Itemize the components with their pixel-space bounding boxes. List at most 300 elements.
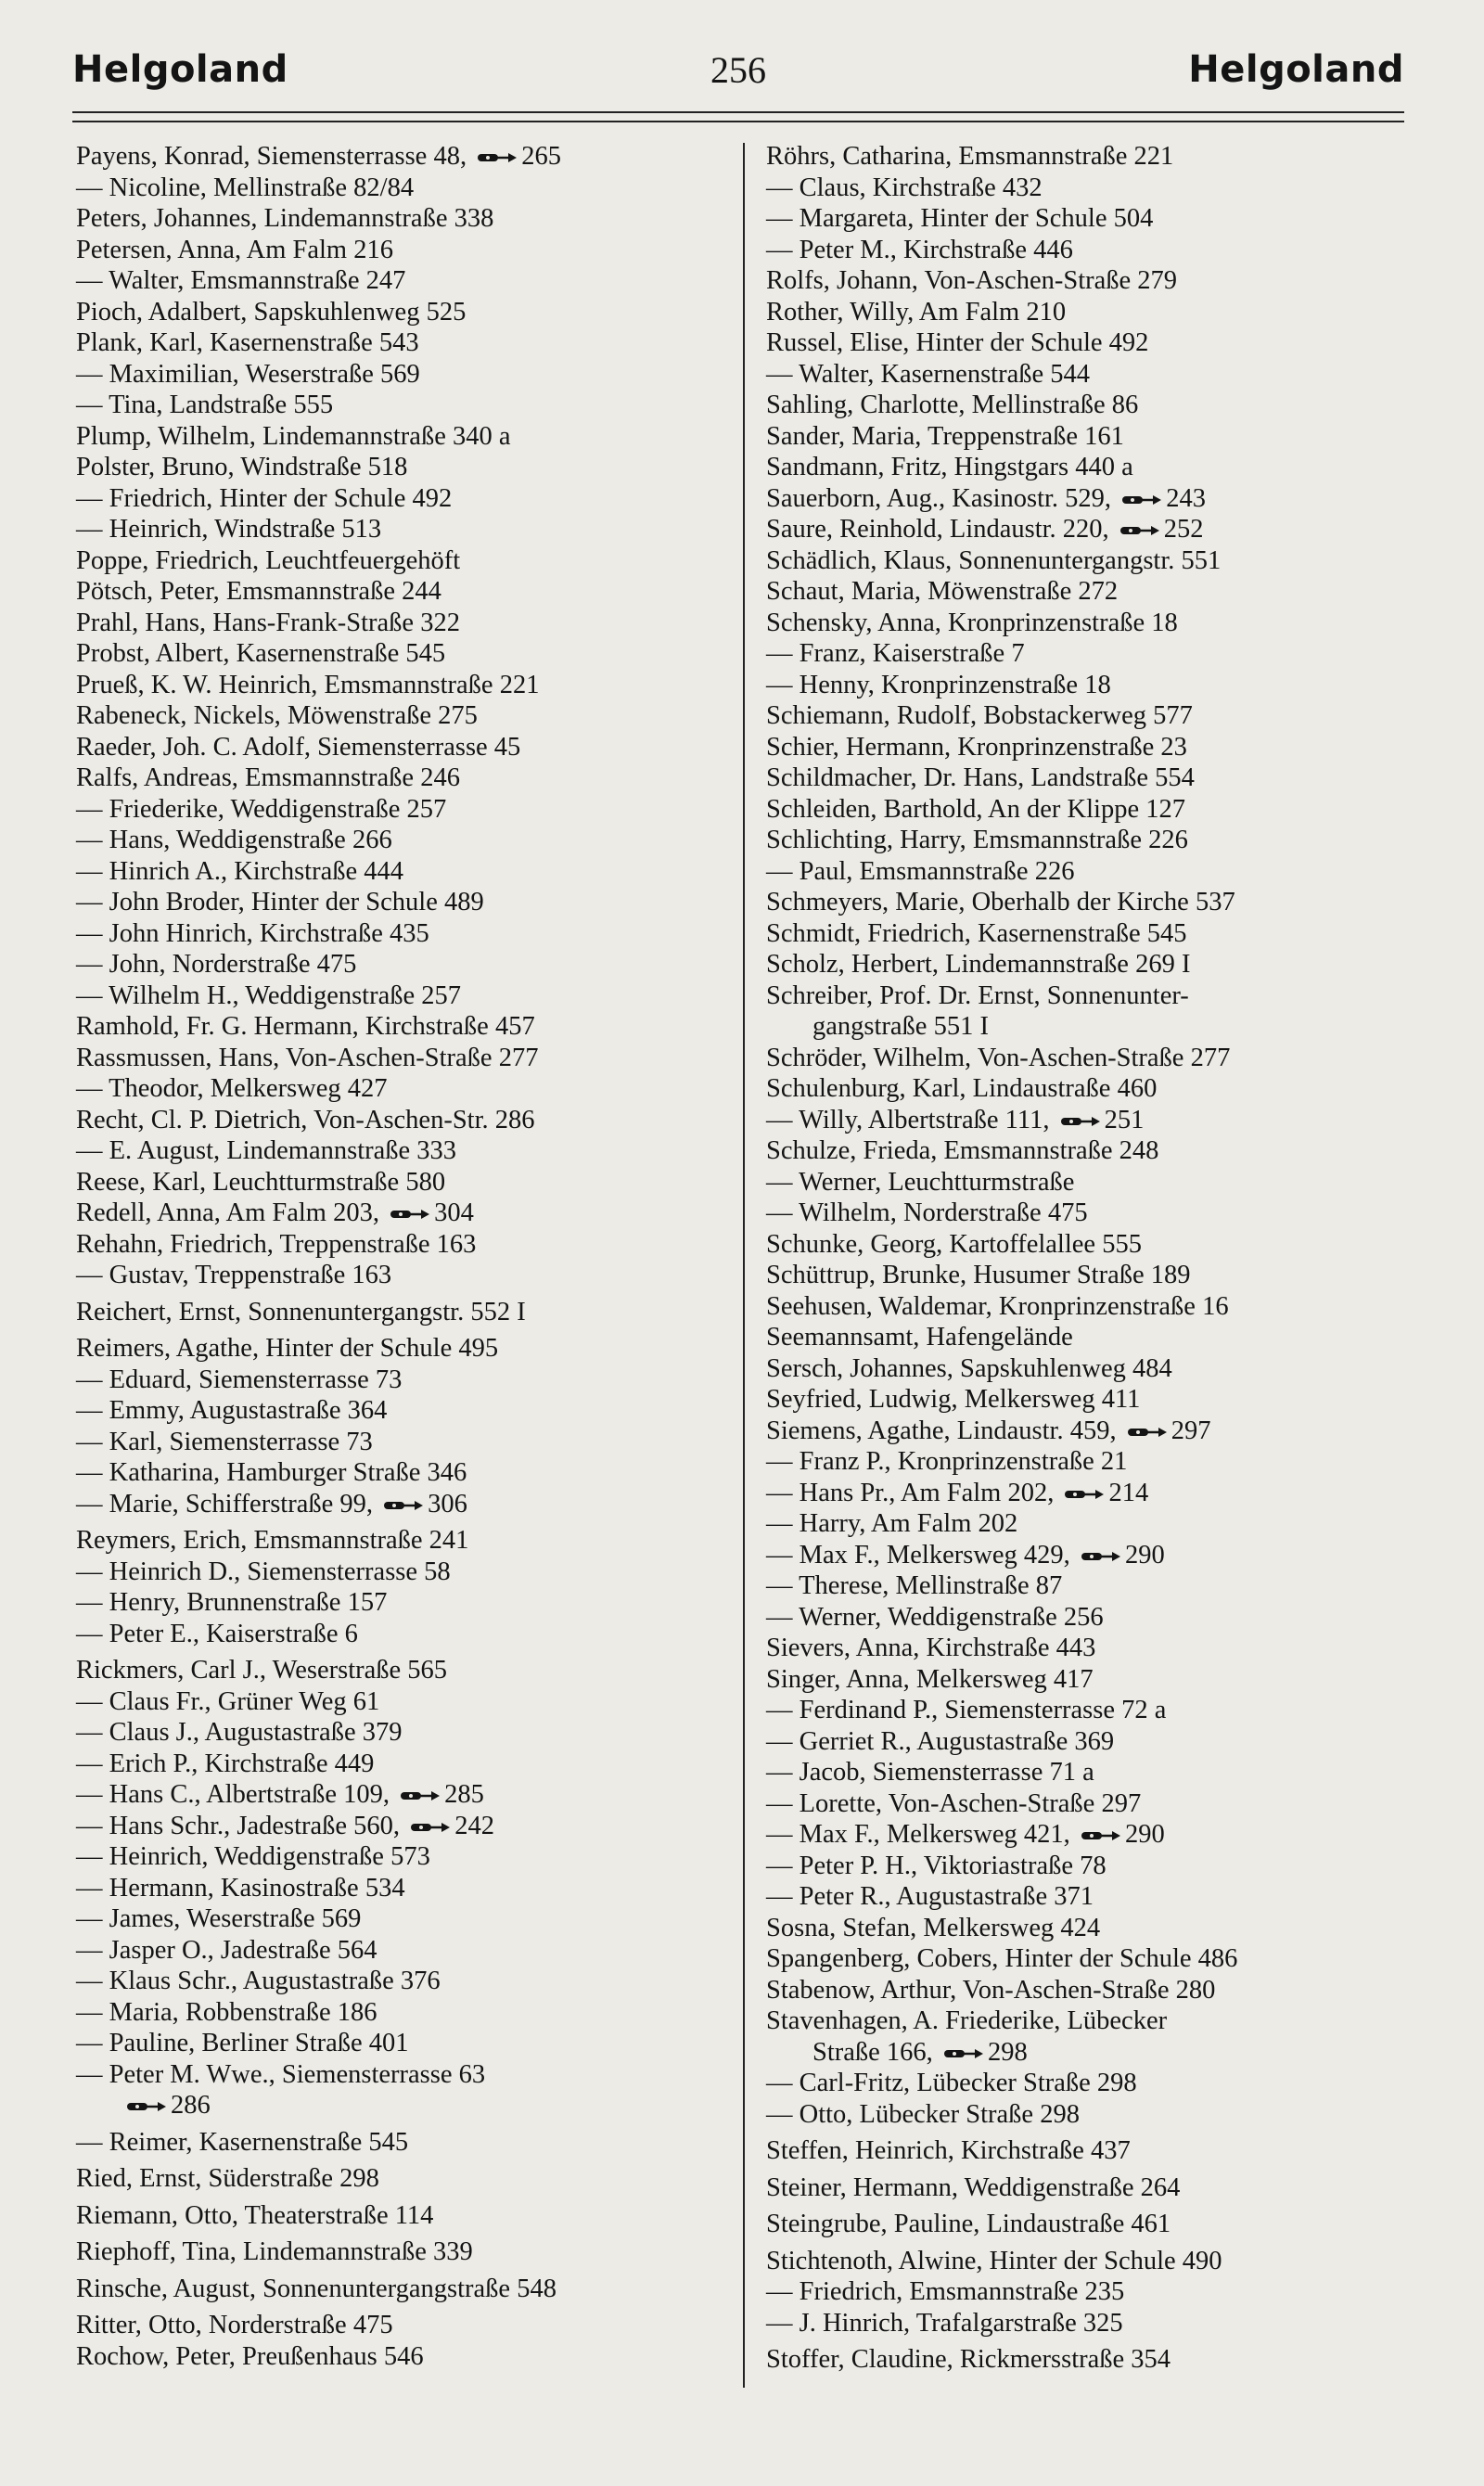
directory-entry [76,390,733,421]
directory-entry [76,638,733,670]
phone-number: 304 [434,1198,474,1227]
directory-entry [766,452,1415,483]
directory-entry [766,1726,1415,1758]
directory-entry [76,359,733,391]
directory-entry [766,2344,1415,2376]
entry-text: Prahl, Hans, Hans-Frank-Straße 322 [76,608,460,637]
entry-text: — E. August, Lindemannstraße 333 [76,1136,457,1165]
directory-entry [766,1881,1415,1913]
entry-text: — Peter R., Augustastraße 371 [766,1882,1094,1911]
directory-entry [76,949,733,980]
directory-entry [76,980,733,1012]
directory-entry [76,235,733,266]
directory-entry [76,421,733,453]
directory-entry [766,1446,1415,1478]
phone-number: 214 [1108,1478,1149,1507]
entry-text: Sahling, Charlotte, Mellinstraße 86 [766,391,1139,419]
entry-text: Redell, Anna, Am Falm 203, [76,1198,379,1227]
directory-entry [76,1557,733,1588]
directory-entry [76,203,733,235]
directory-entry [76,1811,733,1842]
directory-entry [76,452,733,483]
directory-entry [76,514,733,545]
entry-text: Stoffer, Claudine, Rickmersstraße 354 [766,2345,1171,2374]
telephone-icon [410,1821,451,1834]
entry-text: — Franz, Kaiserstraße 7 [766,639,1025,668]
entry-text: Straße 166, [812,2037,933,2067]
phone-number: 306 [428,1489,467,1519]
telephone-icon [390,1208,430,1221]
page-number: 256 [710,49,766,91]
entry-text: — Max F., Melkersweg 429, [766,1540,1070,1570]
entry-text: Seemannsamt, Hafengelände [766,1323,1073,1352]
directory-entry [766,576,1415,608]
directory-entry [76,1749,733,1780]
entry-text: — Willy, Albertstraße 111, [766,1105,1050,1134]
entry-text: Schulenburg, Karl, Lindaustraße 460 [766,1074,1158,1103]
directory-entry [76,2163,733,2195]
entry-text: Schmeyers, Marie, Oberhalb der Kirche 537 [766,888,1235,916]
entry-text: Schunke, Georg, Kartoffelallee 555 [766,1229,1142,1259]
directory-entry [76,670,733,701]
entry-text: — Hans Pr., Am Falm 202, [766,1478,1055,1507]
directory-entry [766,2246,1415,2277]
directory-entry [76,1903,733,1935]
directory-entry [76,1587,733,1619]
entry-text: — Reimer, Kasernenstraße 545 [76,2127,409,2157]
telephone-icon [1081,1829,1121,1842]
entry-text: — Werner, Weddigenstraße 256 [766,1602,1104,1632]
directory-entry [766,421,1415,453]
entry-text: Ralfs, Andreas, Emsmannstraße 246 [76,763,460,792]
directory-entry [766,1322,1415,1353]
telephone-icon [1064,1488,1105,1501]
entry-text: Schreiber, Prof. Dr. Ernst, Sonnenunter- [766,980,1189,1010]
directory-entry [76,1489,733,1520]
entry-text: Prueß, K. W. Heinrich, Emsmannstraße 221 [76,670,540,699]
directory-entry [76,1333,733,1365]
entry-text: Poppe, Friedrich, Leuchtfeuergehöft [76,545,461,575]
entry-text: — Hans Schr., Jadestraße 560, [76,1811,401,1840]
entry-text: — Maximilian, Weserstraße 569 [76,359,420,389]
entry-text: — Friedrich, Hinter der Schule 492 [76,483,453,513]
directory-entry [766,1353,1415,1385]
phone-number: 285 [444,1780,484,1809]
directory-entry [76,173,733,204]
directory-entry [766,2308,1415,2339]
directory-entry [766,1788,1415,1820]
directory-entry [766,1011,1415,1043]
directory-entry [76,2341,733,2373]
directory-entry [76,2236,733,2268]
directory-entry [766,1695,1415,1726]
entry-text: — Paul, Emsmannstraße 226 [766,856,1075,886]
entry-text: — Katharina, Hamburger Straße 346 [76,1458,467,1487]
entry-text: Schmidt, Friedrich, Kasernenstraße 545 [766,918,1187,948]
entry-text: Reese, Karl, Leuchtturmstraße 580 [76,1167,446,1197]
entry-text: — Otto, Lübecker Straße 298 [766,2099,1080,2129]
directory-entry [76,1873,733,1904]
directory-entry [766,1384,1415,1416]
entry-text: Rehahn, Friedrich, Treppenstraße 163 [76,1229,477,1259]
entry-text: — Jacob, Siemensterrasse 71 a [766,1758,1094,1787]
entry-text: Seehusen, Waldemar, Kronprinzenstraße 16 [766,1291,1229,1321]
entry-text: — Karl, Siemensterrasse 73 [76,1427,373,1456]
entry-text: Schädlich, Klaus, Sonnenuntergangstr. 551 [766,545,1222,575]
entry-text: — Walter, Emsmannstraße 247 [76,266,406,295]
directory-entry [766,235,1415,266]
directory-entry [766,1851,1415,1882]
directory-entry [766,608,1415,639]
page-header [72,48,1404,104]
telephone-icon [943,2047,984,2060]
directory-entry [766,670,1415,701]
directory-entry [76,297,733,328]
directory-entry [76,327,733,359]
directory-entry [76,141,733,173]
entry-text: — Nicoline, Mellinstraße 82/84 [76,173,415,202]
entry-text: Schüttrup, Brunke, Husumer Straße 189 [766,1261,1191,1289]
entry-text: — Max F., Melkersweg 421, [766,1820,1070,1849]
entry-text: Schulze, Frieda, Emsmannstraße 248 [766,1136,1159,1165]
telephone-icon [126,2100,167,2113]
directory-entry [766,359,1415,391]
telephone-icon [383,1499,424,1512]
entry-text: — John, Norderstraße 475 [76,950,357,979]
entry-text: — James, Weserstraße 569 [76,1904,362,1933]
directory-entry [766,825,1415,856]
entry-text: — Wilhelm, Norderstraße 475 [766,1198,1088,1227]
directory-entry [766,1073,1415,1105]
telephone-icon [400,1789,441,1802]
entry-text: — Henry, Brunnenstraße 157 [76,1588,388,1617]
entry-text: Sersch, Johannes, Sapskuhlenweg 484 [766,1353,1172,1383]
entry-text: Recht, Cl. P. Dietrich, Von-Aschen-Str. 286 [76,1105,535,1134]
directory-entry [766,1913,1415,1944]
entry-text: — Hans, Weddigenstraße 266 [76,826,392,854]
entry-text: Peters, Johannes, Lindemannstraße 338 [76,204,494,233]
directory-entry [76,1043,733,1074]
directory-entry [766,1975,1415,2006]
entry-text: Pioch, Adalbert, Sapskuhlenweg 525 [76,297,467,327]
directory-entry [766,1508,1415,1540]
phone-number: 242 [454,1811,494,1840]
entry-text: — J. Hinrich, Trafalgarstraße 325 [766,2308,1123,2338]
entry-text: Ritter, Otto, Norderstraße 475 [76,2311,393,2339]
header-rule-top [72,111,1404,113]
directory-entry [766,1416,1415,1447]
directory-entry [76,1073,733,1105]
directory-entry [76,2310,733,2341]
directory-entry [766,2005,1415,2037]
directory-entry [766,1540,1415,1571]
entry-text: Reimers, Agathe, Hinter der Schule 495 [76,1334,499,1363]
entry-text: Rickmers, Carl J., Weserstraße 565 [76,1656,448,1685]
directory-entry [76,887,733,918]
directory-entry [766,918,1415,950]
entry-text: Rabeneck, Nickels, Möwenstraße 275 [76,701,478,730]
entry-text: — Jasper O., Jadestraße 564 [76,1935,377,1965]
entry-text: — Wilhelm H., Weddigenstraße 257 [76,980,462,1010]
directory-entry [76,483,733,515]
phone-number: 298 [987,2037,1028,2067]
entry-text: Plank, Karl, Kasernenstraße 543 [76,328,419,357]
directory-entry [76,576,733,608]
entry-text: Riephoff, Tina, Lindemannstraße 339 [76,2237,473,2266]
entry-text: — Hans C., Albertstraße 109, [76,1780,390,1809]
directory-entry [76,732,733,763]
directory-entry [766,2037,1415,2069]
directory-entry [766,732,1415,763]
directory-entry [766,762,1415,794]
directory-entry [76,794,733,826]
entry-text: Steiner, Hermann, Weddigenstraße 264 [766,2172,1181,2202]
entry-text: — Peter E., Kaiserstraße 6 [76,1619,358,1648]
entry-text: — Theodor, Melkersweg 427 [76,1074,388,1103]
entry-text: — Heinrich, Windstraße 513 [76,515,382,544]
directory-entry [76,1717,733,1749]
directory-entry [766,297,1415,328]
directory-entry [76,1011,733,1043]
entry-text: Ried, Ernst, Süderstraße 298 [76,2164,379,2193]
directory-entry [76,1365,733,1396]
entry-text: — Friederike, Weddigenstraße 257 [76,794,447,824]
right-column [766,141,1415,2376]
directory-entry [766,794,1415,826]
directory-entry [76,1167,733,1198]
directory-entry [76,856,733,888]
entry-text: — John Hinrich, Kirchstraße 435 [76,918,429,948]
entry-text: Schiemann, Rudolf, Bobstackerweg 577 [766,701,1193,730]
directory-entry [766,1291,1415,1323]
entry-text: Rinsche, August, Sonnenuntergangstraße 548 [76,2274,556,2303]
directory-entry [766,265,1415,297]
entry-text: Schier, Hermann, Kronprinzenstraße 23 [766,732,1187,762]
directory-entry [76,1395,733,1427]
entry-text: — Werner, Leuchtturmstraße [766,1167,1075,1197]
entry-text: — Henny, Kronprinzenstraße 18 [766,670,1111,699]
directory-entry [76,1135,733,1167]
entry-text: — Carl-Fritz, Lübecker Straße 298 [766,2069,1137,2097]
directory-entry [766,203,1415,235]
directory-entry [76,1655,733,1686]
entry-text: Pötsch, Peter, Emsmannstraße 244 [76,577,441,606]
entry-text: Siemens, Agathe, Lindaustr. 459, [766,1416,1117,1445]
directory-entry [76,700,733,732]
entry-text: — Peter M. Wwe., Siemensterrasse 63 [76,2059,486,2089]
directory-entry [766,1819,1415,1851]
directory-entry [76,2127,733,2159]
directory-entry [76,2200,733,2232]
directory-entry [76,1260,733,1291]
directory-entry [76,1297,733,1328]
directory-entry [766,1105,1415,1136]
entry-text: Russel, Elise, Hinter der Schule 492 [766,328,1149,357]
directory-entry [76,2028,733,2059]
directory-entry [76,1457,733,1489]
directory-entry [766,1664,1415,1696]
header-rule-bottom [72,121,1404,122]
directory-entry [766,1260,1415,1291]
entry-text: — Margareta, Hinter der Schule 504 [766,204,1154,233]
directory-entry [766,887,1415,918]
directory-entry [76,2274,733,2305]
directory-entry [766,2172,1415,2204]
entry-text: — Peter P. H., Viktoriastraße 78 [766,1851,1107,1880]
entry-text: Scholz, Herbert, Lindemannstraße 269 I [766,950,1191,979]
entry-text: Schröder, Wilhelm, Von-Aschen-Straße 277 [766,1043,1231,1072]
directory-entry [76,608,733,639]
directory-entry [766,2209,1415,2240]
entry-text: Schildmacher, Dr. Hans, Landstraße 554 [766,763,1195,792]
header-right-title: Helgoland [1188,48,1404,91]
phone-number: 251 [1104,1105,1145,1134]
directory-entry [766,1570,1415,1602]
entry-text: gangstraße 551 I [812,1012,989,1041]
directory-entry [76,1525,733,1557]
entry-text: — Gustav, Treppenstraße 163 [76,1261,392,1289]
directory-entry [766,700,1415,732]
entry-text: Singer, Anna, Melkersweg 417 [766,1664,1094,1694]
phone-number: 290 [1124,1820,1165,1849]
directory-entry [766,1633,1415,1664]
directory-entry [76,2059,733,2091]
directory-entry [766,856,1415,888]
directory-entry [76,1229,733,1261]
telephone-icon [1119,524,1160,537]
telephone-icon [1081,1550,1121,1563]
directory-entry [76,762,733,794]
directory-entry [766,949,1415,980]
entry-text: — Heinrich D., Siemensterrasse 58 [76,1557,451,1586]
entry-text: — John Broder, Hinter der Schule 489 [76,888,484,916]
entry-text: Reichert, Ernst, Sonnenuntergangstr. 552 I [76,1297,526,1326]
entry-text: Polster, Bruno, Windstraße 518 [76,453,408,481]
entry-text: Steffen, Heinrich, Kirchstraße 437 [766,2136,1131,2165]
directory-entry [76,1841,733,1873]
directory-entry [766,390,1415,421]
entry-text: — Claus J., Augustastraße 379 [76,1718,403,1747]
entry-text: — Hermann, Kasinostraße 534 [76,1873,405,1903]
entry-text: Rolfs, Johann, Von-Aschen-Straße 279 [766,266,1178,295]
directory-entry [766,980,1415,1012]
entry-text: Rochow, Peter, Preußenhaus 546 [76,2341,424,2371]
directory-entry [766,2068,1415,2099]
entry-text: Ramhold, Fr. G. Hermann, Kirchstraße 457 [76,1012,535,1041]
entry-text: Schaut, Maria, Möwenstraße 272 [766,577,1119,606]
entry-text: — Claus, Kirchstraße 432 [766,173,1043,202]
directory-entry [76,1198,733,1229]
telephone-icon [477,151,518,164]
entry-text: Steingrube, Pauline, Lindaustraße 461 [766,2210,1171,2238]
entry-text: Sandmann, Fritz, Hingstgars 440 a [766,453,1133,481]
entry-text: — Lorette, Von-Aschen-Straße 297 [766,1788,1142,1818]
entry-text: Sauerborn, Aug., Kasinostr. 529, [766,483,1112,513]
phone-number: 252 [1163,515,1204,544]
entry-text: Rother, Willy, Am Falm 210 [766,297,1067,327]
phone-number: 286 [171,2091,211,2120]
entry-text: Riemann, Otto, Theaterstraße 114 [76,2200,434,2230]
directory-entry [766,1043,1415,1074]
directory-entry [766,1198,1415,1229]
directory-entry [766,1478,1415,1509]
telephone-icon [1060,1115,1101,1128]
entry-text: — Walter, Kasernenstraße 544 [766,359,1090,389]
directory-entry [76,1105,733,1136]
directory-entry [766,141,1415,173]
directory-entry [76,1966,733,1997]
directory-entry [76,1427,733,1458]
directory-entry [766,514,1415,545]
directory-entry [76,918,733,950]
entry-text: — Emmy, Augustastraße 364 [76,1396,388,1425]
entry-text: Sosna, Stefan, Melkersweg 424 [766,1913,1101,1942]
directory-entry [766,1229,1415,1261]
entry-text: Petersen, Anna, Am Falm 216 [76,235,393,264]
entry-text: Röhrs, Catharina, Emsmannstraße 221 [766,142,1174,171]
directory-entry [766,483,1415,515]
entry-text: — Heinrich, Weddigenstraße 573 [76,1842,430,1871]
entry-text: Plump, Wilhelm, Lindemannstraße 340 a [76,421,511,451]
entry-text: Saure, Reinhold, Lindaustr. 220, [766,515,1109,544]
entry-text: — Tina, Landstraße 555 [76,391,334,419]
entry-text: — Friedrich, Emsmannstraße 235 [766,2277,1125,2306]
column-divider [743,143,745,2388]
entry-text: Probst, Albert, Kasernenstraße 545 [76,639,446,668]
left-column [76,141,733,2372]
directory-entry [76,825,733,856]
entry-text: Rassmussen, Hans, Von-Aschen-Straße 277 [76,1043,539,1072]
entry-text: Spangenberg, Cobers, Hinter der Schule 486 [766,1944,1238,1973]
entry-text: Stavenhagen, A. Friederike, Lübecker [766,2006,1168,2035]
entry-text: — Maria, Robbenstraße 186 [76,1997,377,2027]
entry-text: — Erich P., Kirchstraße 449 [76,1749,375,1778]
entry-text: — Therese, Mellinstraße 87 [766,1571,1063,1600]
directory-entry [766,173,1415,204]
entry-text: — Gerriet R., Augustastraße 369 [766,1726,1115,1756]
entry-text: — Eduard, Siemensterrasse 73 [76,1365,403,1394]
directory-entry [766,2099,1415,2131]
directory-entry [76,1619,733,1650]
directory-entry [76,2090,733,2121]
entry-text: Seyfried, Ludwig, Melkersweg 411 [766,1385,1141,1414]
entry-text: — Franz P., Kronprinzenstraße 21 [766,1447,1128,1476]
telephone-icon [1127,1426,1168,1439]
entry-text: — Marie, Schifferstraße 99, [76,1489,373,1519]
directory-entry [766,1602,1415,1634]
entry-text: Schensky, Anna, Kronprinzenstraße 18 [766,608,1178,637]
directory-entry [766,1167,1415,1198]
directory-entry [76,1686,733,1718]
header-left-title: Helgoland [72,48,288,91]
directory-entry [766,638,1415,670]
directory-entry [766,1943,1415,1975]
phone-number: 297 [1171,1416,1211,1445]
entry-text: — Klaus Schr., Augustastraße 376 [76,1967,441,1995]
directory-entry [766,1757,1415,1788]
entry-text: Stabenow, Arthur, Von-Aschen-Straße 280 [766,1975,1216,2005]
directory-entry [76,1779,733,1811]
entry-text: — Peter M., Kirchstraße 446 [766,235,1073,264]
entry-text: Payens, Konrad, Siemensterrasse 48, [76,142,467,171]
entry-text: Sievers, Anna, Kirchstraße 443 [766,1634,1096,1662]
directory-entry [76,1935,733,1967]
entry-text: — Pauline, Berliner Straße 401 [76,2029,409,2057]
entry-text: — Ferdinand P., Siemensterrasse 72 a [766,1696,1167,1724]
phone-number: 243 [1166,483,1206,513]
entry-text: — Claus Fr., Grüner Weg 61 [76,1686,380,1716]
directory-entry [76,265,733,297]
